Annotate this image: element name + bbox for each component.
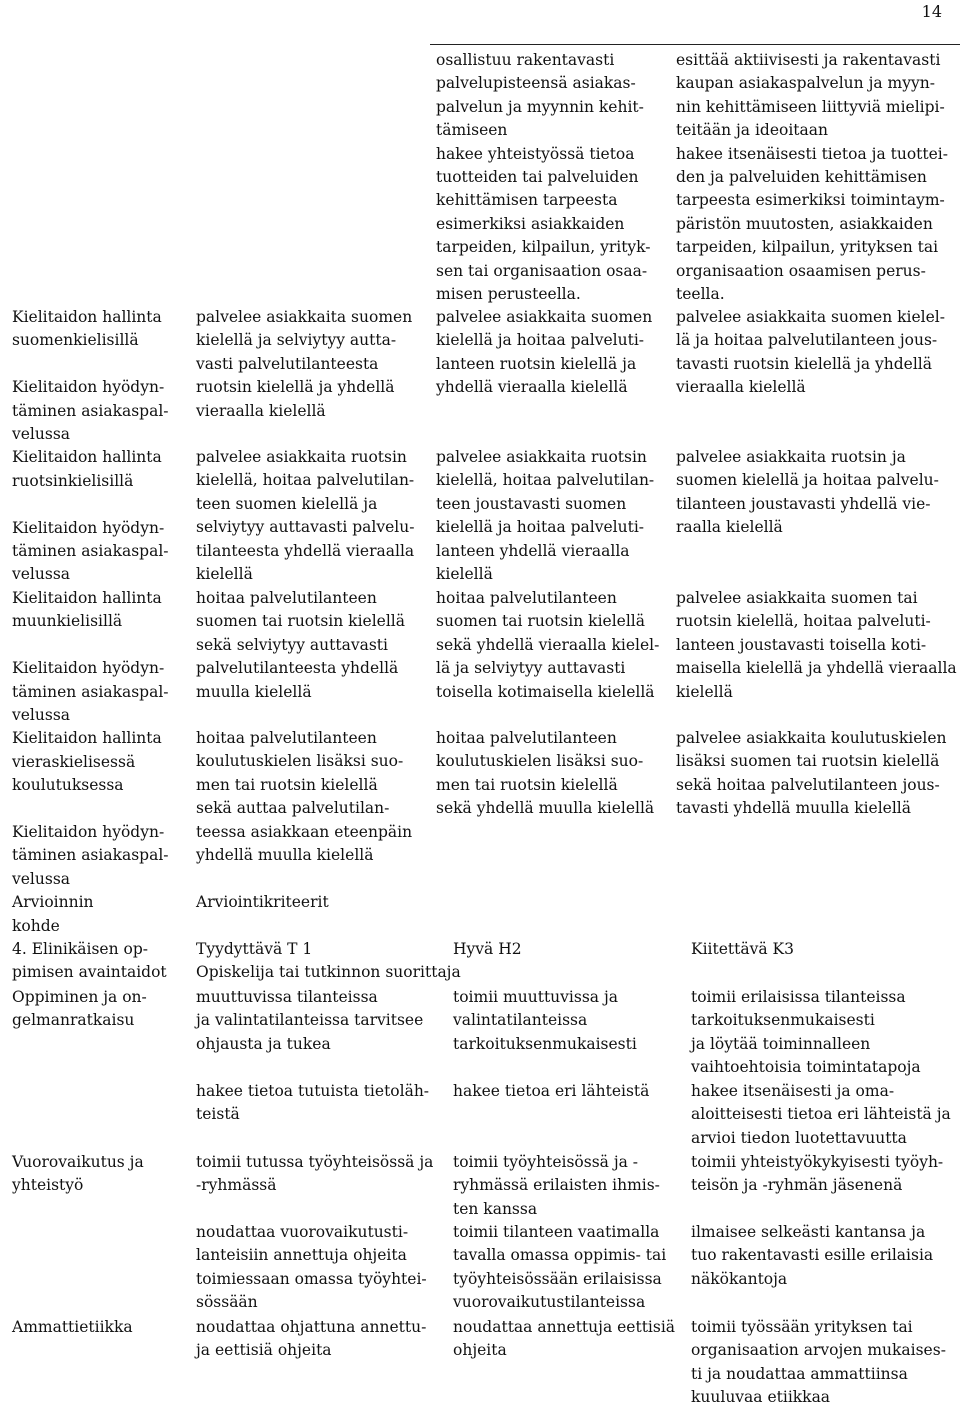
skill-row-1-label: Oppiminen ja on- gelmanratkaisu — [12, 988, 147, 1030]
section-title: 4. Elinikäisen op- pimisen avaintaidot — [12, 940, 167, 982]
skill-row-2-k3: hakee itsenäisesti ja omа- aloitteisesti tietoa eri lähteistä ja arvioi tiedon luotettavuutta — [691, 1082, 951, 1147]
lang-row-3-h2: hoitaa palvelutilanteen suomen tai ruotsin kielellä sekä yhdellä vieraalla kielel- lä ja selviytyy auttavasti toisella kotimaisella kielellä — [436, 589, 660, 701]
skill-row-4-t1: noudattaa vuorovaikutusti- lanteisiin annettuja ohjeita toimiessaan omassa työyhtei- sössään — [196, 1223, 427, 1312]
skill-row-5-t1: noudattaa ohjattuna annettu- ja eettisiä ohjeita — [196, 1318, 427, 1360]
top-cell-k3: esittää aktiivisesti ja rakentavasti kaupan asiakaspalvelun ja myyn- nin kehittämiseen liittyviä mielipi- teitään ja ideoitaan hakee itsenäisesti tietoa ja tuottei- den ja palveluiden kehittämisen tarpeesta esimerkiksi toimintaym- päristön muutosten, asiakkaiden tarpeiden, kilpailun, yrityksen tai organisaation osaamisen perus- teella. — [676, 51, 949, 304]
lang-row-4-k3: palvelee asiakkaita koulutuskielen lisäksi suomen tai ruotsin kielellä sekä hoitaa palvelutilanteen jous- tavasti yhdellä muulla kielellä — [676, 729, 947, 818]
grade-h2-header: Hyvä H2 — [453, 940, 522, 958]
lang-row-1-t1: palvelee asiakkaita suomen kielellä ja selviytyy autta- vasti palvelutilanteesta ruotsin kielellä ja yhdellä vieraalla kielellä — [196, 308, 413, 420]
criteria-label: Arviointikriteerit — [196, 893, 329, 911]
lang-row-1-k3: palvelee asiakkaita suomen kielel- lä ja hoitaa palvelutilanteen jous- tavasti ruotsin kielellä ja yhdellä vieraalla kielellä — [676, 308, 945, 397]
subject-label: Opiskelija tai tutkinnon suorittaja — [196, 963, 461, 981]
skill-row-5-label: Ammattietiikka — [12, 1318, 133, 1336]
skill-row-3-k3: toimii yhteistyökykyisesti työyh- teisön ja -ryhmän jäsenenä — [691, 1153, 944, 1195]
skill-row-4-k3: ilmaisee selkeästi kantansa ja tuo rakentavasti esille erilaisia näkökantoja — [691, 1223, 934, 1288]
skill-row-4-h2: toimii tilanteen vaatimalla tavalla omassa oppimis- tai työyhteisössään erilaisissa vuorovaikutustilanteissa — [453, 1223, 667, 1312]
table-top-border — [430, 44, 960, 45]
lang-row-3-t1: hoitaa palvelutilanteen suomen tai ruotsin kielellä sekä selviytyy auttavasti palvelutilanteesta yhdellä muulla kielellä — [196, 589, 405, 701]
page-number: 14 — [921, 2, 942, 21]
skill-row-1-t1: muuttuvissa tilanteissa ja valintatilanteissa tarvitsee ohjausta ja tukea — [196, 988, 424, 1053]
lang-row-1-h2: palvelee asiakkaita suomen kielellä ja hoitaa palveluti- lanteen ruotsin kielellä ja yhdellä vieraalla kielellä — [436, 308, 653, 397]
lang-row-3-k3: palvelee asiakkaita suomen tai ruotsin kielellä, hoitaa palveluti- lanteen joustavasti toisella koti- maisella kielellä ja yhdellä vieraalla kielellä — [676, 589, 957, 701]
lang-row-2-h2: palvelee asiakkaita ruotsin kielellä, hoitaa palvelutilan- teen joustavasti suomen kielellä ja hoitaa palveluti- lanteen yhdellä vieraalla kielellä — [436, 448, 655, 584]
grade-t1-header: Tyydyttävä T 1 — [196, 940, 313, 958]
top-cell-h2: osallistuu rakentavasti palvelupisteensä asiakas- palvelun ja myynnin kehit- tämiseen hakee yhteistyössä tietoa tuotteiden tai palveluiden kehittämisen tarpeesta esimerkiksi asiakkaiden tarpeiden, kilpailun, yrityk- sen tai organisaation osaa- misen perusteella. — [436, 51, 651, 304]
skill-row-5-h2: noudattaa annettuja eettisiä ohjeita — [453, 1318, 676, 1360]
lang-row-4-h2: hoitaa palvelutilanteen koulutuskielen lisäksi suo- men tai ruotsin kielellä sekä yhdellä muulla kielellä — [436, 729, 655, 818]
lang-row-4-t1: hoitaa palvelutilanteen koulutuskielen lisäksi suo- men tai ruotsin kielellä sekä auttaa palvelutilan- teessa asiakkaan eteenpäin yhdellä muulla kielellä — [196, 729, 413, 865]
lang-row-2-t1: palvelee asiakkaita ruotsin kielellä, hoitaa palvelutilan- teen suomen kielellä ja selviytyy auttavasti palvelu- tilanteesta yhdellä vieraalla kielellä — [196, 448, 415, 584]
skill-row-2-t1: hakee tietoa tutuista tietoläh- teistä — [196, 1082, 430, 1124]
grade-k3-header: Kiitettävä K3 — [691, 940, 794, 958]
skill-row-3-label: Vuorovaikutus ja yhteistyö — [12, 1153, 144, 1195]
lang-row-2-k3: palvelee asiakkaita ruotsin ja suomen kielellä ja hoitaa palvelu- tilanteen joustavasti yhdellä vie- raalla kielellä — [676, 448, 939, 537]
language-skill-labels: Kielitaidon hallinta suomenkielisillä Kielitaidon hyödyn- täminen asiakaspal- velussa Kielitaidon hallinta ruotsinkielisillä Kielitaidon hyödyn- täminen asiakaspal- velussa Kielitaidon hallinta muunkielisillä Kielitaidon hyödyn- täminen asiakaspal- velussa Kielitaidon hallinta vieraskielisessä koulutuksessa Kielitaidon hyödyn- täminen asiakaspal- velussa Arvioinnin kohde — [12, 308, 169, 935]
skill-row-3-t1: toimii tutussa työyhteisössä ja -ryhmässä — [196, 1153, 434, 1195]
skill-row-2-h2: hakee tietoa eri lähteistä — [453, 1082, 650, 1100]
skill-row-5-k3: toimii työssään yrityksen tai organisaation arvojen mukaises- ti ja noudattaa ammattiinsa kuuluvaa etiikkaa — [691, 1318, 946, 1407]
skill-row-3-h2: toimii työyhteisössä ja - ryhmässä erilaisten ihmis- ten kanssa — [453, 1153, 660, 1218]
skill-row-1-h2: toimii muuttuvissa ja valintatilanteissa tarkoituksenmukaisesti — [453, 988, 637, 1053]
skill-row-1-k3: toimii erilaisissa tilanteissa tarkoituksenmukaisesti ja löytää toiminnalleen vaihtoehtoisia toimintatapoja — [691, 988, 921, 1077]
